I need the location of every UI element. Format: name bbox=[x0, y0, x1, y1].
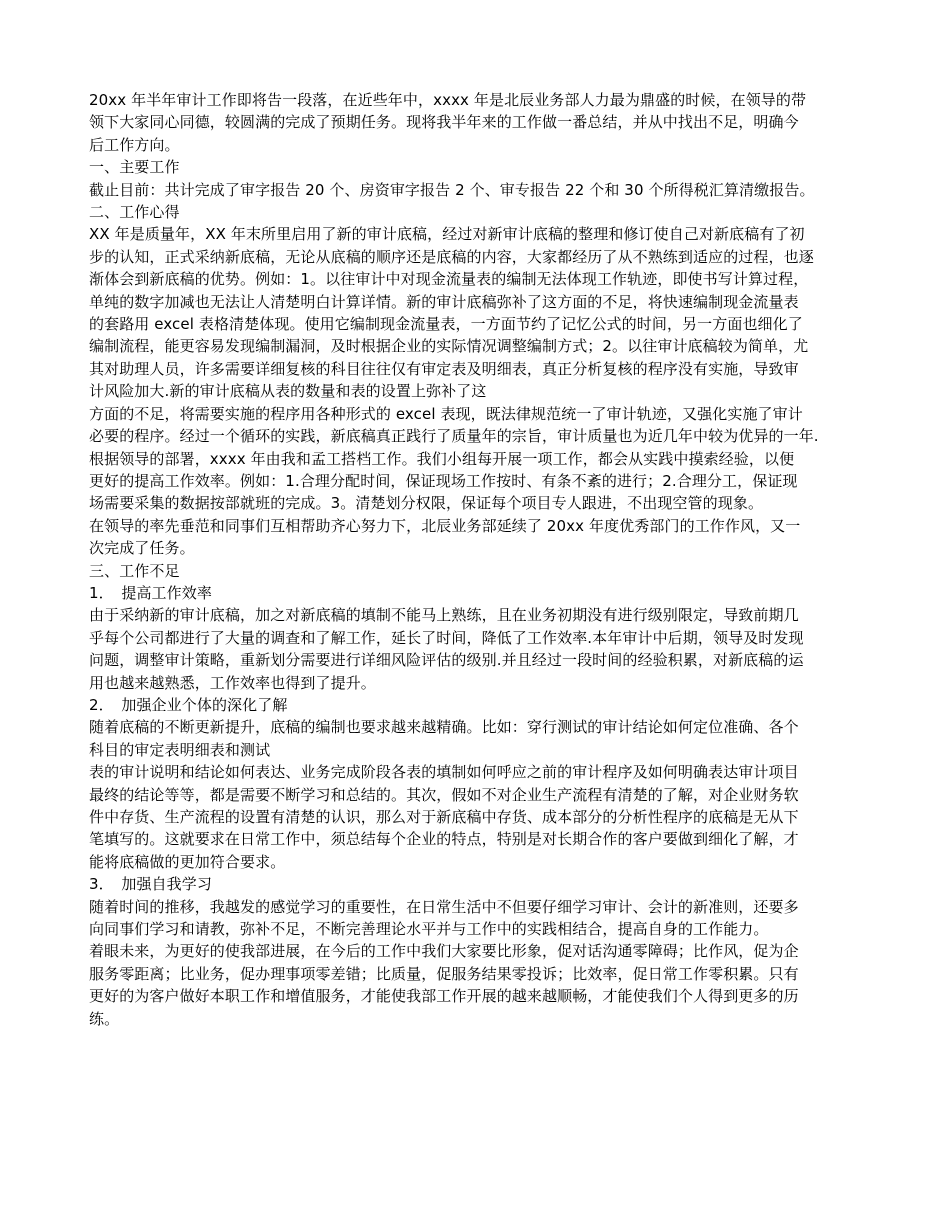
text-line: 后工作方向。 bbox=[89, 135, 180, 154]
text-line: 计风险加大.新的审计底稿从表的数量和表的设置上弥补了这 bbox=[89, 382, 487, 401]
text-line: 随着时间的推移，我越发的感觉学习的重要性，在日常生活中不但要仔细学习审计、会计的新准则，还要多 bbox=[89, 897, 799, 916]
text-line: 其对助理人员，许多需要详细复核的科目往往仅有审定表及明细表，真正分析复核的程序没有实施，导致审 bbox=[89, 359, 799, 378]
text-line: 练。 bbox=[89, 1009, 120, 1028]
text-line: 次完成了任务。 bbox=[89, 539, 195, 558]
text-line: 的套路用 excel 表格清楚体现。使用它编制现金流量表，一方面节约了记忆公式的时间，另一方面也细化了 bbox=[89, 315, 803, 334]
text-line: 服务零距离；比业务，促办理事项零差错；比质量，促服务结果零投诉；比效率，促日常工作零积累。只有 bbox=[89, 964, 799, 983]
text-line: 笔填写的。这就要求在日常工作中，须总结每个企业的特点，特别是对长期合作的客户要做到细化了解，才 bbox=[89, 830, 799, 849]
text-line: 1． 提高工作效率 bbox=[89, 583, 212, 602]
text-line: 随着底稿的不断更新提升，底稿的编制也要求越来越精确。比如：穿行测试的审计结论如何定位准确、各个 bbox=[89, 718, 799, 737]
text-line: 步的认知，正式采纳新底稿，无论从底稿的顺序还是底稿的内容，大家都经历了从不熟练到适应的过程，也逐 bbox=[89, 247, 814, 266]
text-line: 用也越来越熟悉，工作效率也得到了提升。 bbox=[89, 673, 376, 692]
text-line: 截止目前：共计完成了审字报告 20 个、房资审字报告 2 个、审专报告 22 个和 30 个所得税汇算清缴报告。 bbox=[89, 180, 815, 199]
text-line: 单纯的数字加减也无法让人清楚明白计算详情。新的审计底稿弥补了这方面的不足，将快速编制现金流量表 bbox=[89, 292, 799, 311]
text-line: 由于采纳新的审计底稿，加之对新底稿的填制不能马上熟练，且在业务初期没有进行级别限定，导致前期几 bbox=[89, 606, 799, 625]
text-line: 一、主要工作 bbox=[89, 158, 180, 177]
text-line: 2． 加强企业个体的深化了解 bbox=[89, 695, 288, 714]
text-line: 二、工作心得 bbox=[89, 203, 180, 222]
text-line: 能将底稿做的更加符合要求。 bbox=[89, 852, 286, 871]
text-line: 件中存货、生产流程的设置有清楚的认识，那么对于新底稿中存货、成本部分的分析性程序的底稿是无从下 bbox=[89, 808, 799, 826]
text-line: 更好的为客户做好本职工作和增值服务，才能使我部工作开展的越来越顺畅，才能使我们个人得到更多的历 bbox=[89, 987, 799, 1006]
text-line: 问题，调整审计策略，重新划分需要进行详细风险评估的级别.并且经过一段时间的经验积累，对新底稿的运 bbox=[89, 651, 804, 670]
text-line: 3． 加强自我学习 bbox=[89, 875, 212, 894]
text-line: 必要的程序。经过一个循环的实践，新底稿真正践行了质量年的宗旨，审计质量也为近几年中较为优异的一年. bbox=[89, 427, 819, 446]
text-line: 在领导的率先垂范和同事们互相帮助齐心努力下，北辰业务部延续了 20xx 年度优秀部门的工作作风，又一 bbox=[89, 516, 801, 535]
text-line: 乎每个公司都进行了大量的调查和了解工作，延长了时间，降低了工作效率.本年审计中后期，领导及时发现 bbox=[89, 628, 804, 647]
text-line: 三、工作不足 bbox=[89, 561, 180, 580]
text-line: 渐体会到新底稿的优势。例如：1。以往审计中对现金流量表的编制无法体现工作轨迹，即使书写计算过程， bbox=[89, 270, 809, 289]
text-line: 着眼未来，为更好的使我部进展，在今后的工作中我们大家要比形象，促对话沟通零障碍；比作风，促为企 bbox=[89, 942, 799, 961]
text-line: XX 年是质量年，XX 年末所里启用了新的审计底稿，经过对新审计底稿的整理和修订使自己对新底稿有了初 bbox=[89, 225, 805, 244]
text-line: 20xx 年半年审计工作即将告一段落，在近些年中，xxxx 年是北辰业务部人力最为鼎盛的时候，在领导的带 bbox=[89, 91, 807, 109]
text-line: 科目的审定表明细表和测试 bbox=[89, 740, 271, 759]
document-body bbox=[89, 89, 870, 1030]
text-line: 方面的不足，将需要实施的程序用各种形式的 excel 表现，既法律规范统一了审计轨迹，又强化实施了审计 bbox=[89, 404, 803, 423]
text-line: 编制流程，能更容易发现编制漏洞，及时根据企业的实际情况调整编制方式；2。以往审计底稿较为简单，尤 bbox=[89, 337, 809, 356]
text-line: 表的审计说明和结论如何表达、业务完成阶段各表的填制如何呼应之前的审计程序及如何明确表达审计项目 bbox=[89, 763, 799, 782]
text-line: 场需要采集的数据按部就班的完成。3。清楚划分权限，保证每个项目专人跟进，不出现空管的现象。 bbox=[89, 494, 764, 513]
text-line: 最终的结论等等，都是需要不断学习和总结的。其次，假如不对企业生产流程有清楚的了解，对企业财务软 bbox=[89, 785, 799, 804]
text-line: 更好的提高工作效率。例如：1.合理分配时间，保证现场工作按时、有条不紊的进行；2.合理分工，保证现 bbox=[89, 471, 798, 490]
text-line: 根据领导的部署，xxxx 年由我和孟工搭档工作。我们小组每开展一项工作，都会从实践中摸索经验，以便 bbox=[89, 449, 795, 468]
text-line: 领下大家同心同德，较圆满的完成了预期任务。现将我半年来的工作做一番总结，并从中找出不足，明确今 bbox=[89, 113, 799, 132]
text-line: 向同事们学习和请教，弥补不足，不断完善理论水平并与工作中的实践相结合，提高自身的工作能力。 bbox=[89, 920, 769, 939]
